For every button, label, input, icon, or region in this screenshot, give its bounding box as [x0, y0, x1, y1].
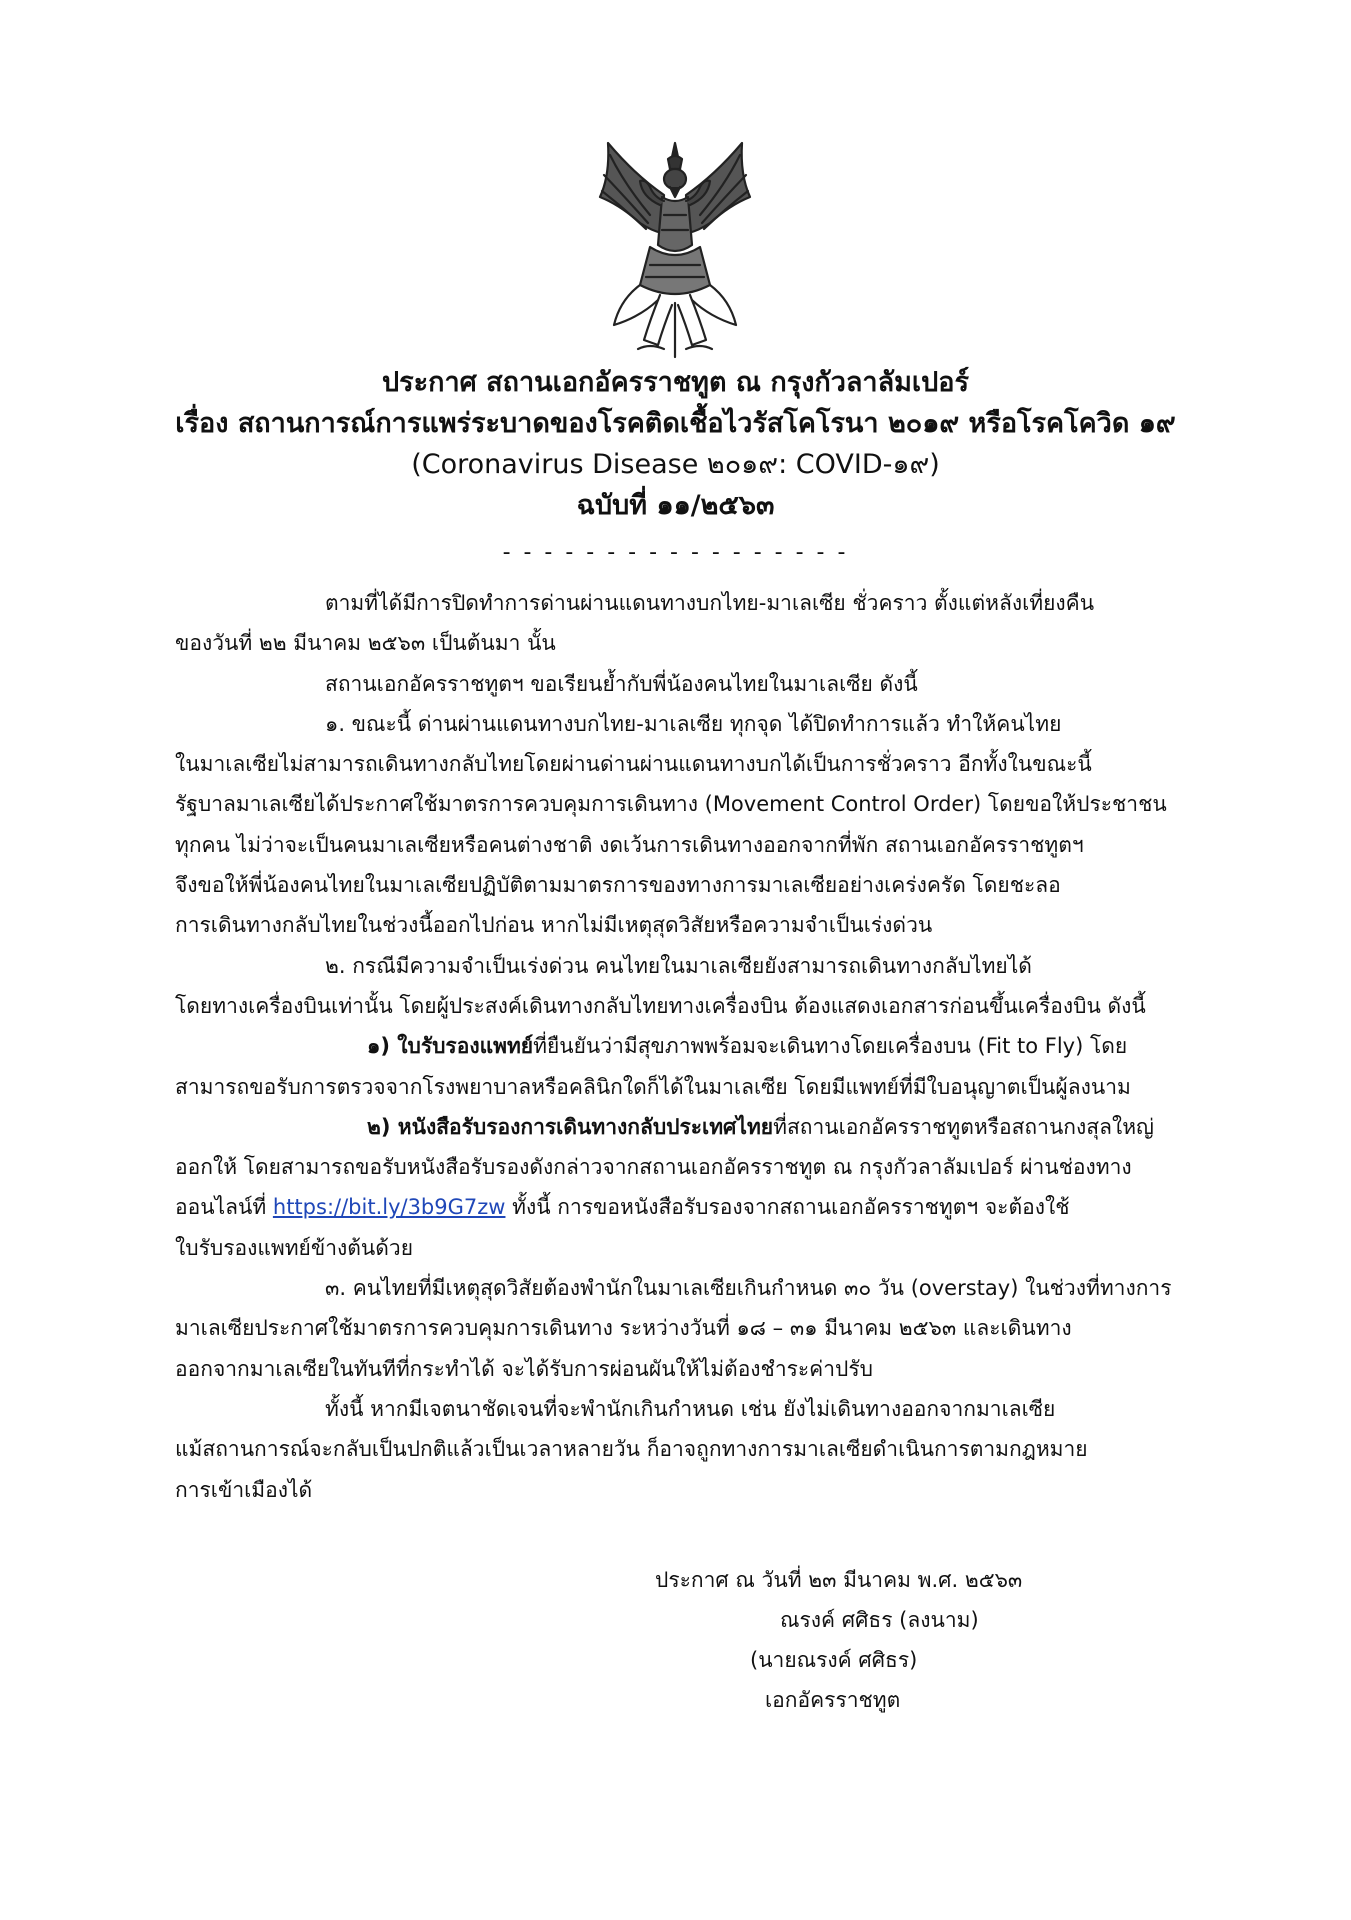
garuda-emblem-icon	[580, 135, 770, 365]
subitem-2-line: ออกให้ โดยสามารถขอรับหนังสือรับรองดังกล่าวจากสถานเอกอัครราชทูต ณ กรุงกัวลาลัมเปอร์ ผ่านช่องทาง	[175, 1155, 1132, 1180]
header-issue-number: ฉบับที่ ๑๑/๒๕๖๓	[576, 490, 775, 521]
closing-line: ทั้งนี้ หากมีเจตนาชัดเจนที่จะพำนักเกินกำหนด เช่น ยังไม่เดินทางออกจากมาเลเซีย	[325, 1396, 1056, 1421]
subitem-2-heading: ๒) หนังสือรับรองการเดินทางกลับประเทศไทย	[367, 1114, 774, 1139]
subitem-2-line	[175, 1107, 1215, 1147]
subitem-2-line	[175, 1187, 1215, 1227]
signed-by: ณรงค์ ศศิธร (ลงนาม)	[780, 1608, 979, 1632]
header-english-subject: (Coronavirus Disease ๒๐๑๙: COVID-๑๙)	[411, 449, 940, 480]
item-2-line: โดยทางเครื่องบินเท่านั้น โดยผู้ประสงค์เดินทางกลับไทยทางเครื่องบิน ต้องแสดงเอกสารก่อนขึ้นเครื่องบิน ดังนี้	[175, 993, 1146, 1018]
closing-line: การเข้าเมืองได้	[175, 1477, 313, 1502]
announcement-body	[175, 583, 1215, 1510]
item-1-line: ๑. ขณะนี้ ด่านผ่านแดนทางบกไทย-มาเลเซีย ทุกจุด ได้ปิดทำการแล้ว ทำให้คนไทย	[325, 711, 1062, 736]
signatory-name: (นายณรงค์ ศศิธร)	[750, 1648, 918, 1672]
header-divider: - - - - - - - - - - - - - - - - -	[502, 540, 849, 565]
item-3-line: ๓. คนไทยที่มีเหตุสุดวิสัยต้องพำนักในมาเลเซียเกินกำหนด ๓๐ วัน (overstay) ในช่วงที่ทางการ	[325, 1276, 1172, 1301]
subitem-2-text: ออนไลน์ที่	[175, 1195, 273, 1220]
item-3-line: ออกจากมาเลเซียในทันทีที่กระทำได้ จะได้รับการผ่อนผันให้ไม่ต้องชำระค่าปรับ	[175, 1356, 873, 1381]
announcement-date: ประกาศ ณ วันที่ ๒๓ มีนาคม พ.ศ. ๒๕๖๓	[655, 1568, 1023, 1592]
body-line: ของวันที่ ๒๒ มีนาคม ๒๕๖๓ เป็นต้นมา นั้น	[175, 631, 556, 656]
header-title: ประกาศ สถานเอกอัครราชทูต ณ กรุงกัวลาลัมเปอร์	[381, 367, 970, 398]
header-subject: เรื่อง สถานการณ์การแพร่ระบาดของโรคติดเชื้อไวรัสโคโรนา ๒๐๑๙ หรือโรคโควิด ๑๙	[175, 408, 1176, 439]
subitem-1-line: สามารถขอรับการตรวจจากโรงพยาบาลหรือคลินิกใดก็ได้ในมาเลเซีย โดยมีแพทย์ที่มีใบอนุญาตเป็นผู้ลงนาม	[175, 1074, 1131, 1099]
subitem-1-line	[175, 1026, 1215, 1066]
announcement-header	[0, 362, 1351, 526]
item-1-line: รัฐบาลมาเลเซียได้ประกาศใช้มาตรการควบคุมการเดินทาง (Movement Control Order) โดยขอให้ประชาชน	[175, 792, 1167, 817]
subitem-1-text: ที่ยืนยันว่ามีสุขภาพพร้อมจะเดินทางโดยเครื่องบน (Fit to Fly) โดย	[533, 1034, 1128, 1059]
item-1-line: การเดินทางกลับไทยในช่วงนี้ออกไปก่อน หากไม่มีเหตุสุดวิสัยหรือความจำเป็นเร่งด่วน	[175, 913, 933, 938]
signature-block	[0, 1560, 1351, 1720]
item-1-line: จึงขอให้พี่น้องคนไทยในมาเลเซียปฏิบัติตามมาตรการของทางการมาเลเซียอย่างเคร่งครัด โดยชะลอ	[175, 873, 1061, 898]
subitem-2-text: ทั้งนี้ การขอหนังสือรับรองจากสถานเอกอัครราชทูตฯ จะต้องใช้	[505, 1195, 1070, 1220]
subitem-1-heading: ๑) ใบรับรองแพทย์	[367, 1034, 534, 1059]
item-1-line: ทุกคน ไม่ว่าจะเป็นคนมาเลเซียหรือคนต่างชาติ งดเว้นการเดินทางออกจากที่พัก สถานเอกอัครราชทูตฯ	[175, 832, 1084, 857]
subitem-2-line: ใบรับรองแพทย์ข้างต้นด้วย	[175, 1235, 413, 1260]
body-line: ตามที่ได้มีการปิดทำการด่านผ่านแดนทางบกไทย-มาเลเซีย ชั่วคราว ตั้งแต่หลังเที่ยงคืน	[325, 591, 1095, 615]
signatory-title: เอกอัครราชทูต	[765, 1688, 901, 1712]
item-1-line: ในมาเลเซียไม่สามารถเดินทางกลับไทยโดยผ่านด่านผ่านแดนทางบกได้เป็นการชั่วคราว อีกทั้งในขณะนี้	[175, 752, 1092, 777]
item-2-line: ๒. กรณีมีความจำเป็นเร่งด่วน คนไทยในมาเลเซียยังสามารถเดินทางกลับไทยได้	[325, 953, 1032, 978]
subitem-2-text: ที่สถานเอกอัครราชทูตหรือสถานกงสุลใหญ่	[773, 1114, 1154, 1139]
item-3-line: มาเลเซียประกาศใช้มาตรการควบคุมการเดินทาง ระหว่างวันที่ ๑๘ – ๓๑ มีนาคม ๒๕๖๓ และเดินทาง	[175, 1316, 1072, 1341]
closing-line: แม้สถานการณ์จะกลับเป็นปกติแล้วเป็นเวลาหลายวัน ก็อาจถูกทางการมาเลเซียดำเนินการตามกฎหมาย	[175, 1437, 1088, 1462]
online-request-link[interactable]: https://bit.ly/3b9G7zw	[272, 1195, 506, 1220]
body-line: สถานเอกอัครราชทูตฯ ขอเรียนย้ำกับพี่น้องคนไทยในมาเลเซีย ดังนี้	[325, 671, 918, 696]
